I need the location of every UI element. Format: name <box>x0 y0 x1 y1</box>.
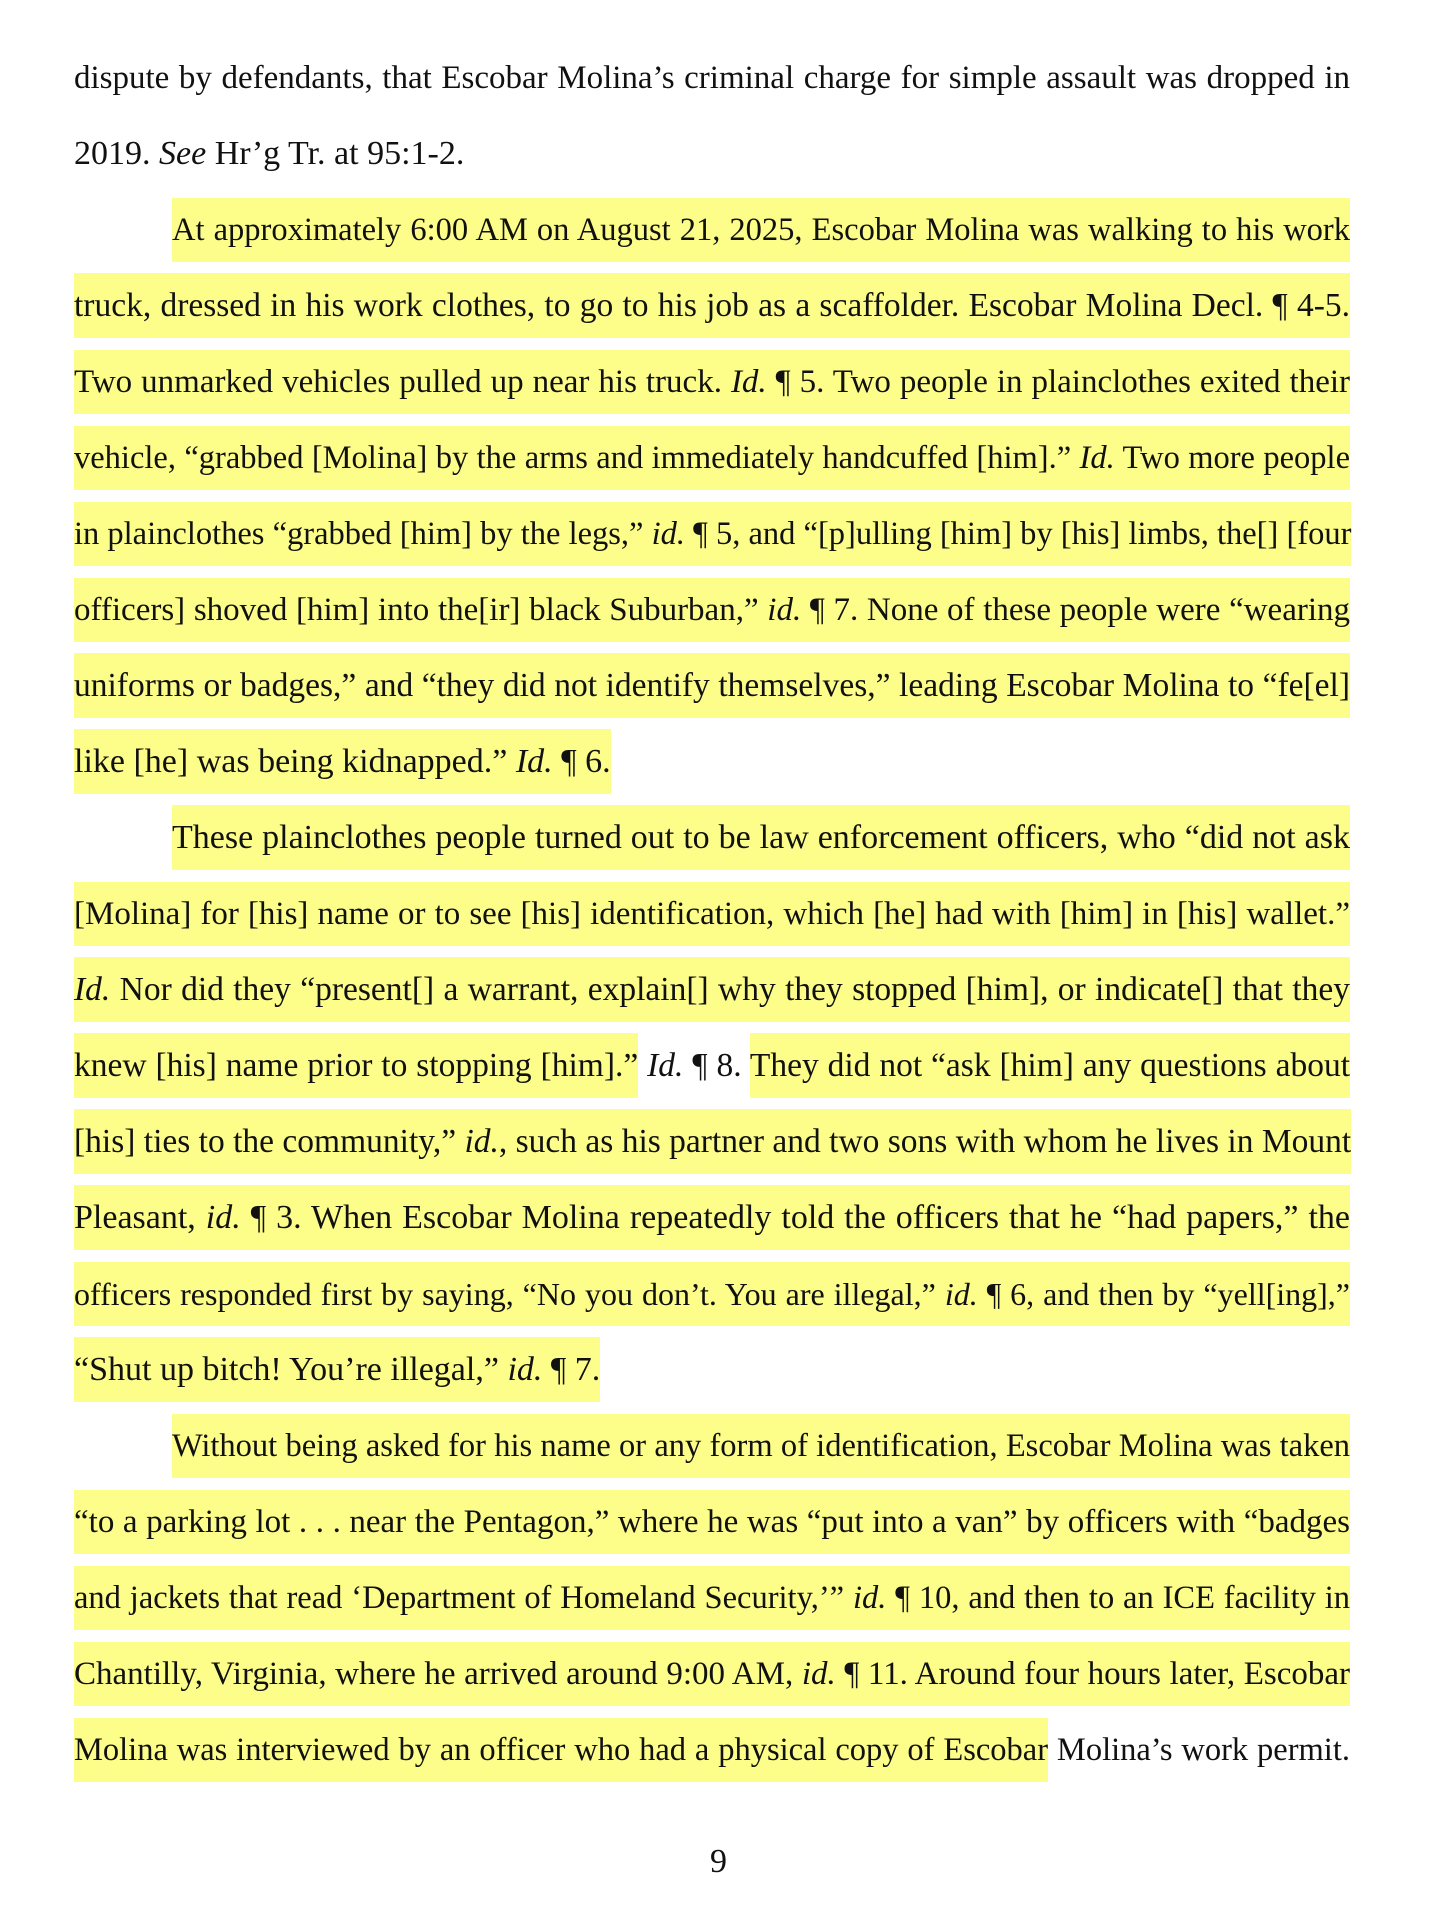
text-line <box>74 116 1350 192</box>
highlighted-text <box>74 1033 638 1098</box>
text-line <box>74 1484 1350 1560</box>
text-run: At approximately 6:00 AM on August 21, 2025, Escobar Molina was walking to his work <box>172 212 1350 248</box>
highlighted-text <box>74 578 1350 642</box>
text-run <box>638 1047 647 1084</box>
text-run: ¶ 5, and “[p]ulling [him] by [his] limbs, the[] [four <box>685 516 1352 552</box>
highlighted-text <box>74 1566 1350 1630</box>
text-run: ¶ 5. Two people in plainclothes exited their <box>766 364 1351 400</box>
highlighted-text <box>74 502 1351 566</box>
text-line <box>74 1180 1350 1256</box>
text-line <box>74 1560 1350 1636</box>
text-line <box>74 572 1350 648</box>
text-run: in plainclothes “grabbed [him] by the legs,” <box>74 516 652 552</box>
text-line <box>74 724 1350 800</box>
text-run: [Molina] for [his] name or to see [his] identification, which [he] had with [him] in [his] wallet.” <box>74 896 1350 932</box>
text-line <box>74 1256 1350 1332</box>
text-run: ¶ 8. <box>683 1047 750 1084</box>
citation-id: id. <box>852 1580 887 1616</box>
text-line <box>74 268 1350 344</box>
page-number: 9 <box>710 1843 727 1880</box>
highlighted-text <box>74 1490 1350 1554</box>
text-run: Without being asked for his name or any form of identification, Escobar Molina was taken <box>172 1428 1350 1464</box>
text-line <box>74 1104 1350 1180</box>
text-run: ¶ 3. When Escobar Molina repeatedly told the officers that he “had papers,” the <box>240 1199 1351 1236</box>
highlighted-text <box>74 957 1350 1022</box>
citation-id: id. <box>464 1123 499 1160</box>
citation-id: Id. <box>515 743 553 780</box>
text-run: uniforms or badges,” and “they did not identify themselves,” leading Escobar Molina to “fe[el] <box>74 667 1350 704</box>
highlighted-text <box>74 350 1350 414</box>
text-run: Chantilly, Virginia, where he arrived around 9:00 AM, <box>74 1656 802 1692</box>
text-run: “Shut up bitch! You’re illegal,” <box>74 1351 508 1388</box>
text-run: Molina’s work permit. <box>1048 1732 1350 1768</box>
highlighted-text <box>750 1033 1350 1098</box>
highlighted-text <box>74 653 1350 718</box>
citation-id: id. <box>507 1351 543 1388</box>
paragraph-start-line <box>74 1408 1350 1484</box>
text-run: , such as his partner and two sons with whom he lives in Mount <box>498 1123 1352 1160</box>
text-run: ¶ 11. Around four hours later, Escobar <box>835 1656 1350 1692</box>
citation-id: id. <box>801 1656 836 1692</box>
text-line <box>74 1028 1350 1104</box>
text-run: Nor did they “present[] a warrant, explain[] why they stopped [him], or indicate[] that they <box>110 971 1350 1008</box>
citation-id: Id. <box>647 1047 684 1084</box>
text-line <box>74 876 1350 952</box>
text-line <box>74 420 1350 496</box>
citation-id: Id. <box>1079 440 1115 476</box>
highlighted-text <box>74 1718 1048 1782</box>
text-line <box>74 40 1350 116</box>
text-run: truck, dressed in his work clothes, to go to his job as a scaffolder. Escobar Molina Decl. ¶ 4-5. <box>74 287 1350 324</box>
citation-id: id. <box>651 516 686 552</box>
text-run: Two unmarked vehicles pulled up near his truck. <box>74 364 731 400</box>
text-line <box>74 1712 1350 1788</box>
highlighted-text <box>74 273 1350 338</box>
highlighted-text <box>74 1185 1350 1250</box>
text-run: ¶ 7. None of these people were “wearing <box>801 592 1351 628</box>
text-run: “to a parking lot . . . near the Pentagon,” where he was “put into a van” by officers with “badges <box>74 1504 1350 1540</box>
text-run: 2019. <box>74 135 159 172</box>
text-run: dispute by defendants, that Escobar Molina’s criminal charge for simple assault was dropped in <box>74 60 1350 96</box>
text-run: Hr’g Tr. at 95:1-2. <box>206 135 465 172</box>
text-run: ¶ 6. <box>552 743 611 780</box>
paragraph-start-line <box>74 192 1350 268</box>
text-run: They did not “ask [him] any questions about <box>749 1047 1351 1084</box>
highlighted-text <box>172 805 1350 870</box>
citation-id: id. <box>944 1276 978 1312</box>
text-run: ¶ 7. <box>542 1351 601 1388</box>
highlighted-text <box>172 1414 1350 1478</box>
citation-id: id. <box>205 1199 241 1236</box>
text-run: knew [his] name prior to stopping [him].” <box>74 1047 639 1084</box>
highlighted-text <box>74 1262 1350 1326</box>
text-run: ¶ 6, and then by “yell[ing],” <box>977 1276 1350 1312</box>
highlighted-text <box>74 426 1350 490</box>
text-run: vehicle, “grabbed [Molina] by the arms and immediately handcuffed [him].” <box>74 440 1080 476</box>
paragraph-start-line <box>74 800 1350 876</box>
text-run: Pleasant, <box>74 1199 206 1236</box>
text-run: These plainclothes people turned out to be law enforcement officers, who “did not ask <box>172 819 1350 856</box>
text-run: officers responded first by saying, “No you don’t. You are illegal,” <box>74 1276 945 1312</box>
highlighted-text <box>172 198 1350 262</box>
text-run: [his] ties to the community,” <box>74 1123 465 1160</box>
highlighted-text <box>74 1337 600 1402</box>
citation-id: id. <box>767 592 802 628</box>
text-run: ¶ 10, and then to an ICE facility in <box>886 1580 1350 1616</box>
highlighted-text <box>74 729 611 794</box>
citation-signal: See <box>159 135 207 172</box>
citation-id: Id. <box>730 364 767 400</box>
text-run: and jackets that read ‘Department of Homeland Security,’” <box>74 1580 853 1616</box>
text-run: officers] shoved [him] into the[ir] black Suburban,” <box>74 592 768 628</box>
text-line <box>74 952 1350 1028</box>
text-line <box>74 1332 1350 1408</box>
highlighted-text <box>74 1109 1351 1174</box>
text-line <box>74 344 1350 420</box>
highlighted-text <box>74 882 1350 946</box>
text-run: Molina was interviewed by an officer who had a physical copy of Escobar <box>74 1732 1049 1768</box>
text-run: Two more people <box>1114 440 1350 476</box>
text-line <box>74 648 1350 724</box>
text-run: like [he] was being kidnapped.” <box>74 743 516 780</box>
highlighted-text <box>74 1642 1350 1706</box>
citation-id: Id. <box>74 971 111 1008</box>
text-line <box>74 496 1350 572</box>
text-line <box>74 1636 1350 1712</box>
